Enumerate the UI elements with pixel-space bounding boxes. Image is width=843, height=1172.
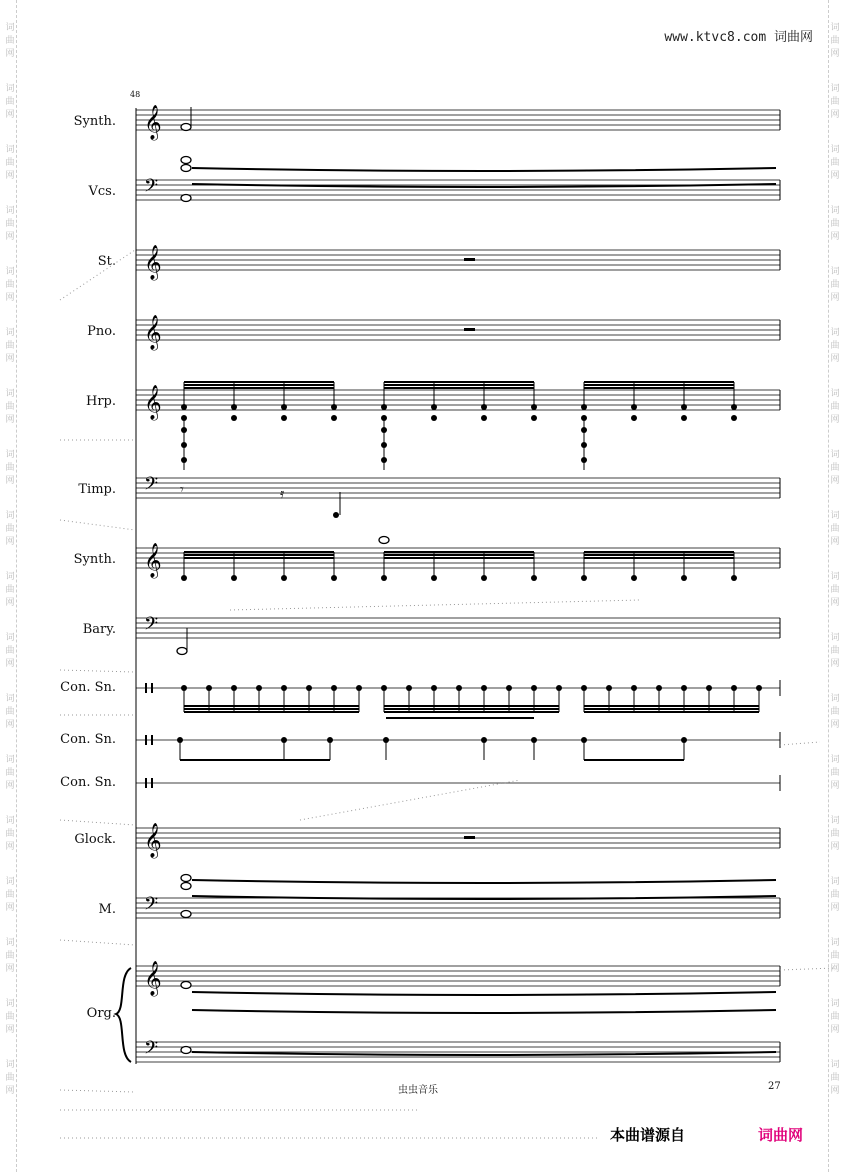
bass-clef-icon: 𝄢	[144, 614, 159, 639]
watermark-glyph: 词 曲 网	[5, 23, 15, 59]
half-note-icon	[181, 195, 191, 202]
note-head	[333, 512, 339, 518]
staff	[136, 478, 780, 498]
watermark-glyph: 词 曲 网	[830, 511, 840, 547]
note-head	[531, 415, 537, 421]
half-note-icon	[181, 875, 191, 882]
half-note-icon	[181, 124, 191, 131]
whole-rest-icon	[464, 328, 475, 331]
note-head	[581, 457, 587, 463]
bass-clef-icon: 𝄢	[144, 474, 159, 499]
percussion-clef-icon	[151, 683, 153, 693]
source-text: 本曲谱源自	[610, 1126, 686, 1144]
note-head	[231, 415, 237, 421]
page-number: 27	[768, 1081, 781, 1092]
half-note-icon	[181, 982, 191, 989]
watermark-glyph: 词 曲 网	[5, 206, 15, 242]
half-note-icon	[181, 165, 191, 172]
watermark-glyph: 词 曲 网	[830, 206, 840, 242]
note-head	[381, 457, 387, 463]
watermark-glyph: 词 曲 网	[5, 816, 15, 852]
watermark-glyph: 词 曲 网	[830, 1060, 840, 1096]
note-head	[431, 415, 437, 421]
watermark-glyph: 词 曲 网	[830, 816, 840, 852]
treble-clef-icon: 𝄞	[144, 385, 162, 420]
eighth-rest-icon: 𝄾	[180, 482, 184, 498]
half-note-icon	[181, 1047, 191, 1054]
bass-clef-icon: 𝄢	[144, 176, 159, 201]
measure-number: 48	[130, 90, 141, 99]
sixteenth-rest-icon: 𝄿	[280, 486, 285, 502]
watermark-glyph: 词 曲 网	[830, 450, 840, 486]
note-head	[381, 427, 387, 433]
half-note-icon	[181, 883, 191, 890]
half-note-icon	[181, 911, 191, 918]
note-head	[581, 442, 587, 448]
instrument-label-st: St.	[97, 254, 116, 269]
tie-curve	[192, 184, 776, 187]
watermark-glyph: 词 曲 网	[5, 84, 15, 120]
watermark-glyph: 词 曲 网	[830, 938, 840, 974]
watermark-glyph: 词 曲 网	[5, 267, 15, 303]
staff	[136, 618, 780, 638]
watermark-glyph: 词 曲 网	[5, 389, 15, 425]
instrument-label-timp: Timp.	[78, 482, 116, 497]
note-head	[481, 415, 487, 421]
bass-clef-icon: 𝄢	[144, 1038, 159, 1063]
organ-brace	[116, 968, 131, 1062]
tie-curve	[192, 168, 776, 171]
watermark-glyph: 词 曲 网	[830, 877, 840, 913]
watermark-glyph: 词 曲 网	[830, 999, 840, 1035]
instrument-label-consn-3: Con. Sn.	[60, 775, 116, 790]
bass-clef-icon: 𝄢	[144, 894, 159, 919]
percussion-clef-icon	[145, 778, 147, 788]
percussion-clef-icon	[151, 735, 153, 745]
watermark-glyph: 词 曲 网	[5, 755, 15, 791]
percussion-clef-icon	[145, 735, 147, 745]
instrument-label-synth-2: Synth.	[73, 552, 116, 567]
watermark-glyph: 词 曲 网	[5, 1060, 15, 1096]
watermark-glyph: 词 曲 网	[830, 389, 840, 425]
dotted-artifacts	[60, 250, 835, 1138]
watermark-glyph: 词 曲 网	[5, 511, 15, 547]
tie-curve	[192, 1052, 776, 1055]
watermark-glyph: 词 曲 网	[5, 999, 15, 1035]
treble-clef-icon: 𝄞	[144, 823, 162, 858]
watermark-glyph: 词 曲 网	[830, 84, 840, 120]
watermark-glyph: 词 曲 网	[830, 267, 840, 303]
instrument-label-glock: Glock.	[74, 832, 116, 847]
staff	[136, 898, 780, 918]
staff	[136, 250, 780, 270]
note-head	[681, 415, 687, 421]
instrument-label-consn-1: Con. Sn.	[60, 680, 116, 695]
note-head	[181, 427, 187, 433]
watermark-glyph: 词 曲 网	[5, 450, 15, 486]
whole-rest-icon	[464, 258, 475, 261]
staff	[136, 180, 780, 200]
instrument-label-vcs: Vcs.	[88, 184, 116, 199]
note-head	[581, 427, 587, 433]
tie-curve	[192, 1010, 776, 1013]
note-head	[631, 415, 637, 421]
instrument-label-m: M.	[98, 902, 116, 917]
site-url[interactable]: www.ktvc8.com 词曲网	[664, 30, 813, 45]
half-note-icon	[379, 537, 389, 544]
instrument-label-org: Org.	[86, 1006, 116, 1021]
watermark-glyph: 词 曲 网	[5, 328, 15, 364]
half-note-icon	[177, 648, 187, 655]
note-head	[331, 415, 337, 421]
treble-clef-icon: 𝄞	[144, 245, 162, 280]
watermark-glyph: 词 曲 网	[830, 145, 840, 181]
note-head	[281, 415, 287, 421]
percussion-staff	[136, 775, 780, 791]
whole-rest-icon	[464, 836, 475, 839]
watermark-glyph: 词 曲 网	[5, 633, 15, 669]
watermark-glyph: 词 曲 网	[5, 938, 15, 974]
half-note-icon	[181, 157, 191, 164]
instrument-label-bary: Bary.	[82, 622, 116, 637]
staff	[136, 320, 780, 340]
watermark-glyph: 词 曲 网	[830, 755, 840, 791]
watermark-glyph: 词 曲 网	[830, 23, 840, 59]
tie-curve	[192, 992, 776, 995]
staves	[136, 110, 780, 1062]
watermark-glyph: 词 曲 网	[5, 877, 15, 913]
watermark-glyph: 词 曲 网	[5, 145, 15, 181]
treble-clef-icon: 𝄞	[144, 961, 162, 996]
instrument-label-hrp: Hrp.	[85, 394, 116, 409]
tie-curve	[192, 880, 776, 883]
note-head	[381, 442, 387, 448]
watermark-glyph: 词 曲 网	[830, 694, 840, 730]
staff	[136, 110, 780, 130]
watermark-glyph: 词 曲 网	[830, 328, 840, 364]
percussion-clef-icon	[145, 683, 147, 693]
percussion-clef-icon	[151, 778, 153, 788]
watermark-glyph: 词 曲 网	[5, 572, 15, 608]
instrument-label-pno: Pno.	[87, 324, 116, 339]
source-brand-link[interactable]: 词曲网	[758, 1126, 804, 1144]
tie-curve	[192, 896, 776, 899]
instrument-label-synth-1: Synth.	[73, 114, 116, 129]
footer-caption: 虫虫音乐	[398, 1085, 438, 1096]
staff	[136, 966, 780, 986]
note-head	[181, 457, 187, 463]
staff	[136, 828, 780, 848]
note-head	[731, 415, 737, 421]
watermark-glyph: 词 曲 网	[830, 572, 840, 608]
watermark-glyph: 词 曲 网	[830, 633, 840, 669]
instrument-label-consn-2: Con. Sn.	[60, 732, 116, 747]
clefs	[144, 105, 162, 1063]
treble-clef-icon: 𝄞	[144, 105, 162, 140]
note-head	[181, 442, 187, 448]
treble-clef-icon: 𝄞	[144, 543, 162, 578]
watermark-glyph: 词 曲 网	[5, 694, 15, 730]
treble-clef-icon: 𝄞	[144, 315, 162, 350]
